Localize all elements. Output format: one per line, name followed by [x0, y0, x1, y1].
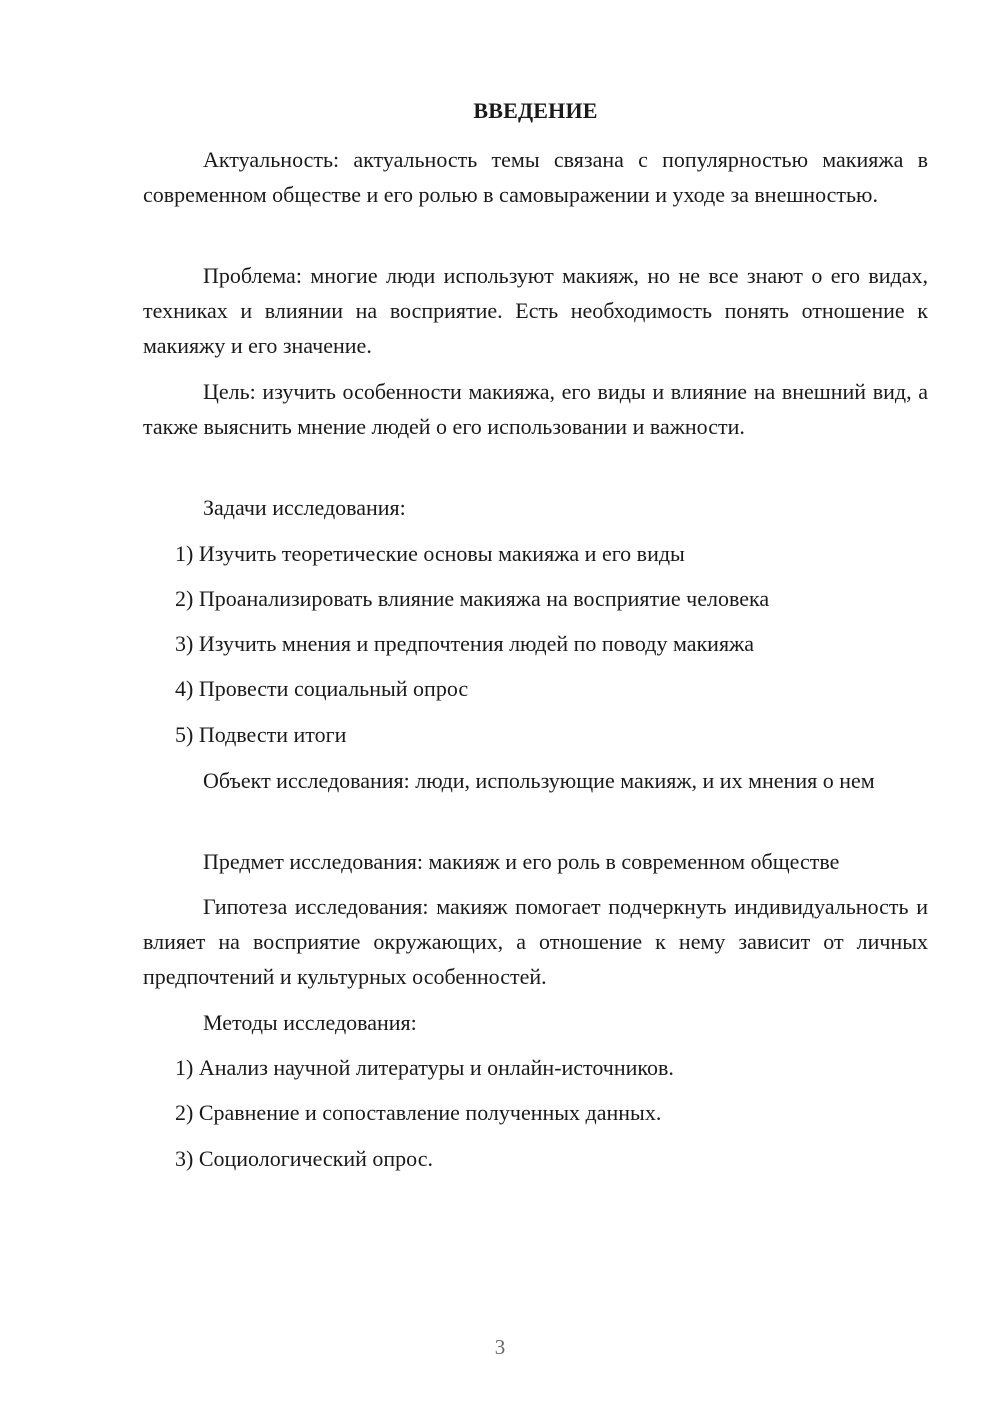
tasks-list-item-3-block	[143, 626, 928, 661]
problem-text: Проблема: многие люди используют макияж, но не все знают о его видах, техниках и влиянии на восприятие. Есть необходимость понять отношение к макияжу и его значение.	[143, 263, 928, 358]
tasks-list-item-1-block	[143, 536, 928, 571]
goal-text: Цель: изучить особенности макияжа, его виды и влияние на внешний вид, а также выяснить мнение людей о его использовании и важности.	[143, 379, 928, 439]
methods-list-item-2-block	[143, 1095, 928, 1130]
subject-paragraph	[143, 844, 928, 879]
tasks-list-item-4-block	[143, 671, 928, 706]
object-text: Объект исследования: люди, использующие макияж, и их мнения о нем	[203, 768, 875, 793]
list-item: 2) Сравнение и сопоставление полученных данных.	[175, 1100, 662, 1125]
problem-paragraph	[143, 258, 928, 363]
methods-list-item-1-block	[143, 1050, 928, 1085]
list-item: 1) Изучить теоретические основы макияжа и его виды	[175, 541, 685, 566]
section-title: ВВЕДЕНИЕ	[473, 98, 598, 123]
tasks-list-item-2-block	[143, 581, 928, 616]
relevance-text: Актуальность: актуальность темы связана с популярностью макияжа в современном обществе и его ролью в самовыражении и уходе за внешностью.	[143, 147, 928, 207]
list-item: 2) Проанализировать влияние макияжа на восприятие человека	[175, 586, 770, 611]
list-item: 1) Анализ научной литературы и онлайн-источников.	[175, 1055, 674, 1080]
methods-list-item-3-block	[143, 1141, 928, 1176]
list-item: 5) Подвести итоги	[175, 722, 347, 747]
list-item: 4) Провести социальный опрос	[175, 676, 469, 701]
hypothesis-text: Гипотеза исследования: макияж помогает подчеркнуть индивидуальность и влияет на восприятие окружающих, а отношение к нему зависит от личных предпочтений и культурных особенностей.	[143, 894, 928, 989]
subject-text: Предмет исследования: макияж и его роль в современном обществе	[203, 849, 840, 874]
hypothesis-paragraph	[143, 889, 928, 994]
methods-heading-block	[143, 1005, 928, 1040]
tasks-heading-block	[143, 490, 928, 525]
list-item: 3) Изучить мнения и предпочтения людей по поводу макияжа	[175, 631, 755, 656]
page-number: 3	[494, 1335, 506, 1359]
methods-heading: Методы исследования:	[203, 1010, 417, 1035]
tasks-list-item-5-block	[143, 717, 928, 752]
list-item: 3) Социологический опрос.	[175, 1146, 433, 1171]
object-paragraph	[143, 763, 928, 798]
relevance-paragraph	[143, 142, 928, 212]
goal-paragraph	[143, 374, 928, 444]
tasks-heading: Задачи исследования:	[203, 495, 406, 520]
